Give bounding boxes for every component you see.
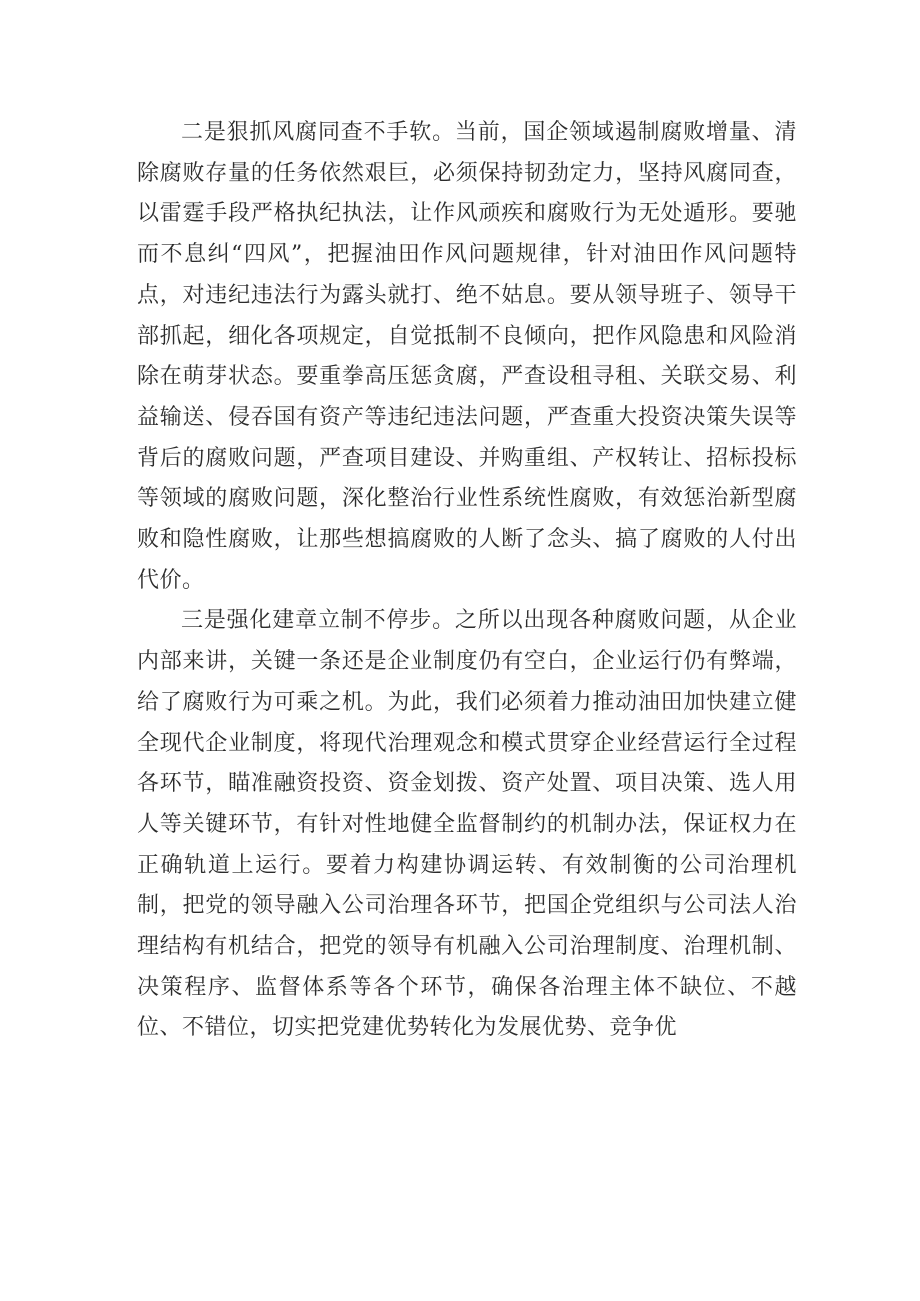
- paragraph-institution-building: 三是强化建章立制不停步。之所以出现各种腐败问题，从企业内部来讲，关键一条还是企业制度仍有空白，企业运行仍有弊端，给了腐败行为可乘之机。为此，我们必须着力推动油田加快建立健全现代企业制度，将现代治理观念和模式贯穿企业经营运行全过程各环节，瞄准融资投资、资金划拨、资产处置、项目决策、选人用人等关键环节，有针对性地健全监督制约的机制办法，保证权力在正确轨道上运行。要着力构建协调运转、有效制衡的公司治理机制，把党的领导融入公司治理各环节，把国企党组织与公司法人治理结构有机结合，把党的领导有机融入公司治理制度、治理机制、决策程序、监督体系等各个环节，确保各治理主体不缺位、不越位、不错位，切实把党建优势转化为发展优势、竞争优: [137, 608, 797, 1041]
- document-body: [137, 113, 797, 1049]
- paragraph-anti-corruption: 二是狠抓风腐同查不手软。当前，国企领域遏制腐败增量、清除腐败存量的任务依然艰巨，必须保持韧劲定力，坚持风腐同查，以雷霆手段严格执纪执法，让作风顽疾和腐败行为无处遁形。要驰而不息纠“四风”，把握油田作风问题规律，针对油田作风问题特点，对违纪违法行为露头就打、绝不姑息。要从领导班子、领导干部抓起，细化各项规定，自觉抵制不良倾向，把作风隐患和风险消除在萌芽状态。要重拳高压惩贪腐，严查设租寻租、关联交易、利益输送、侵吞国有资产等违纪违法问题，严查重大投资决策失误等背后的腐败问题，严查项目建设、并购重组、产权转让、招标投标等领域的腐败问题，深化整治行业性系统性腐败，有效惩治新型腐败和隐性腐败，让那些想搞腐败的人断了念头、搞了腐败的人付出代价。: [137, 120, 797, 593]
